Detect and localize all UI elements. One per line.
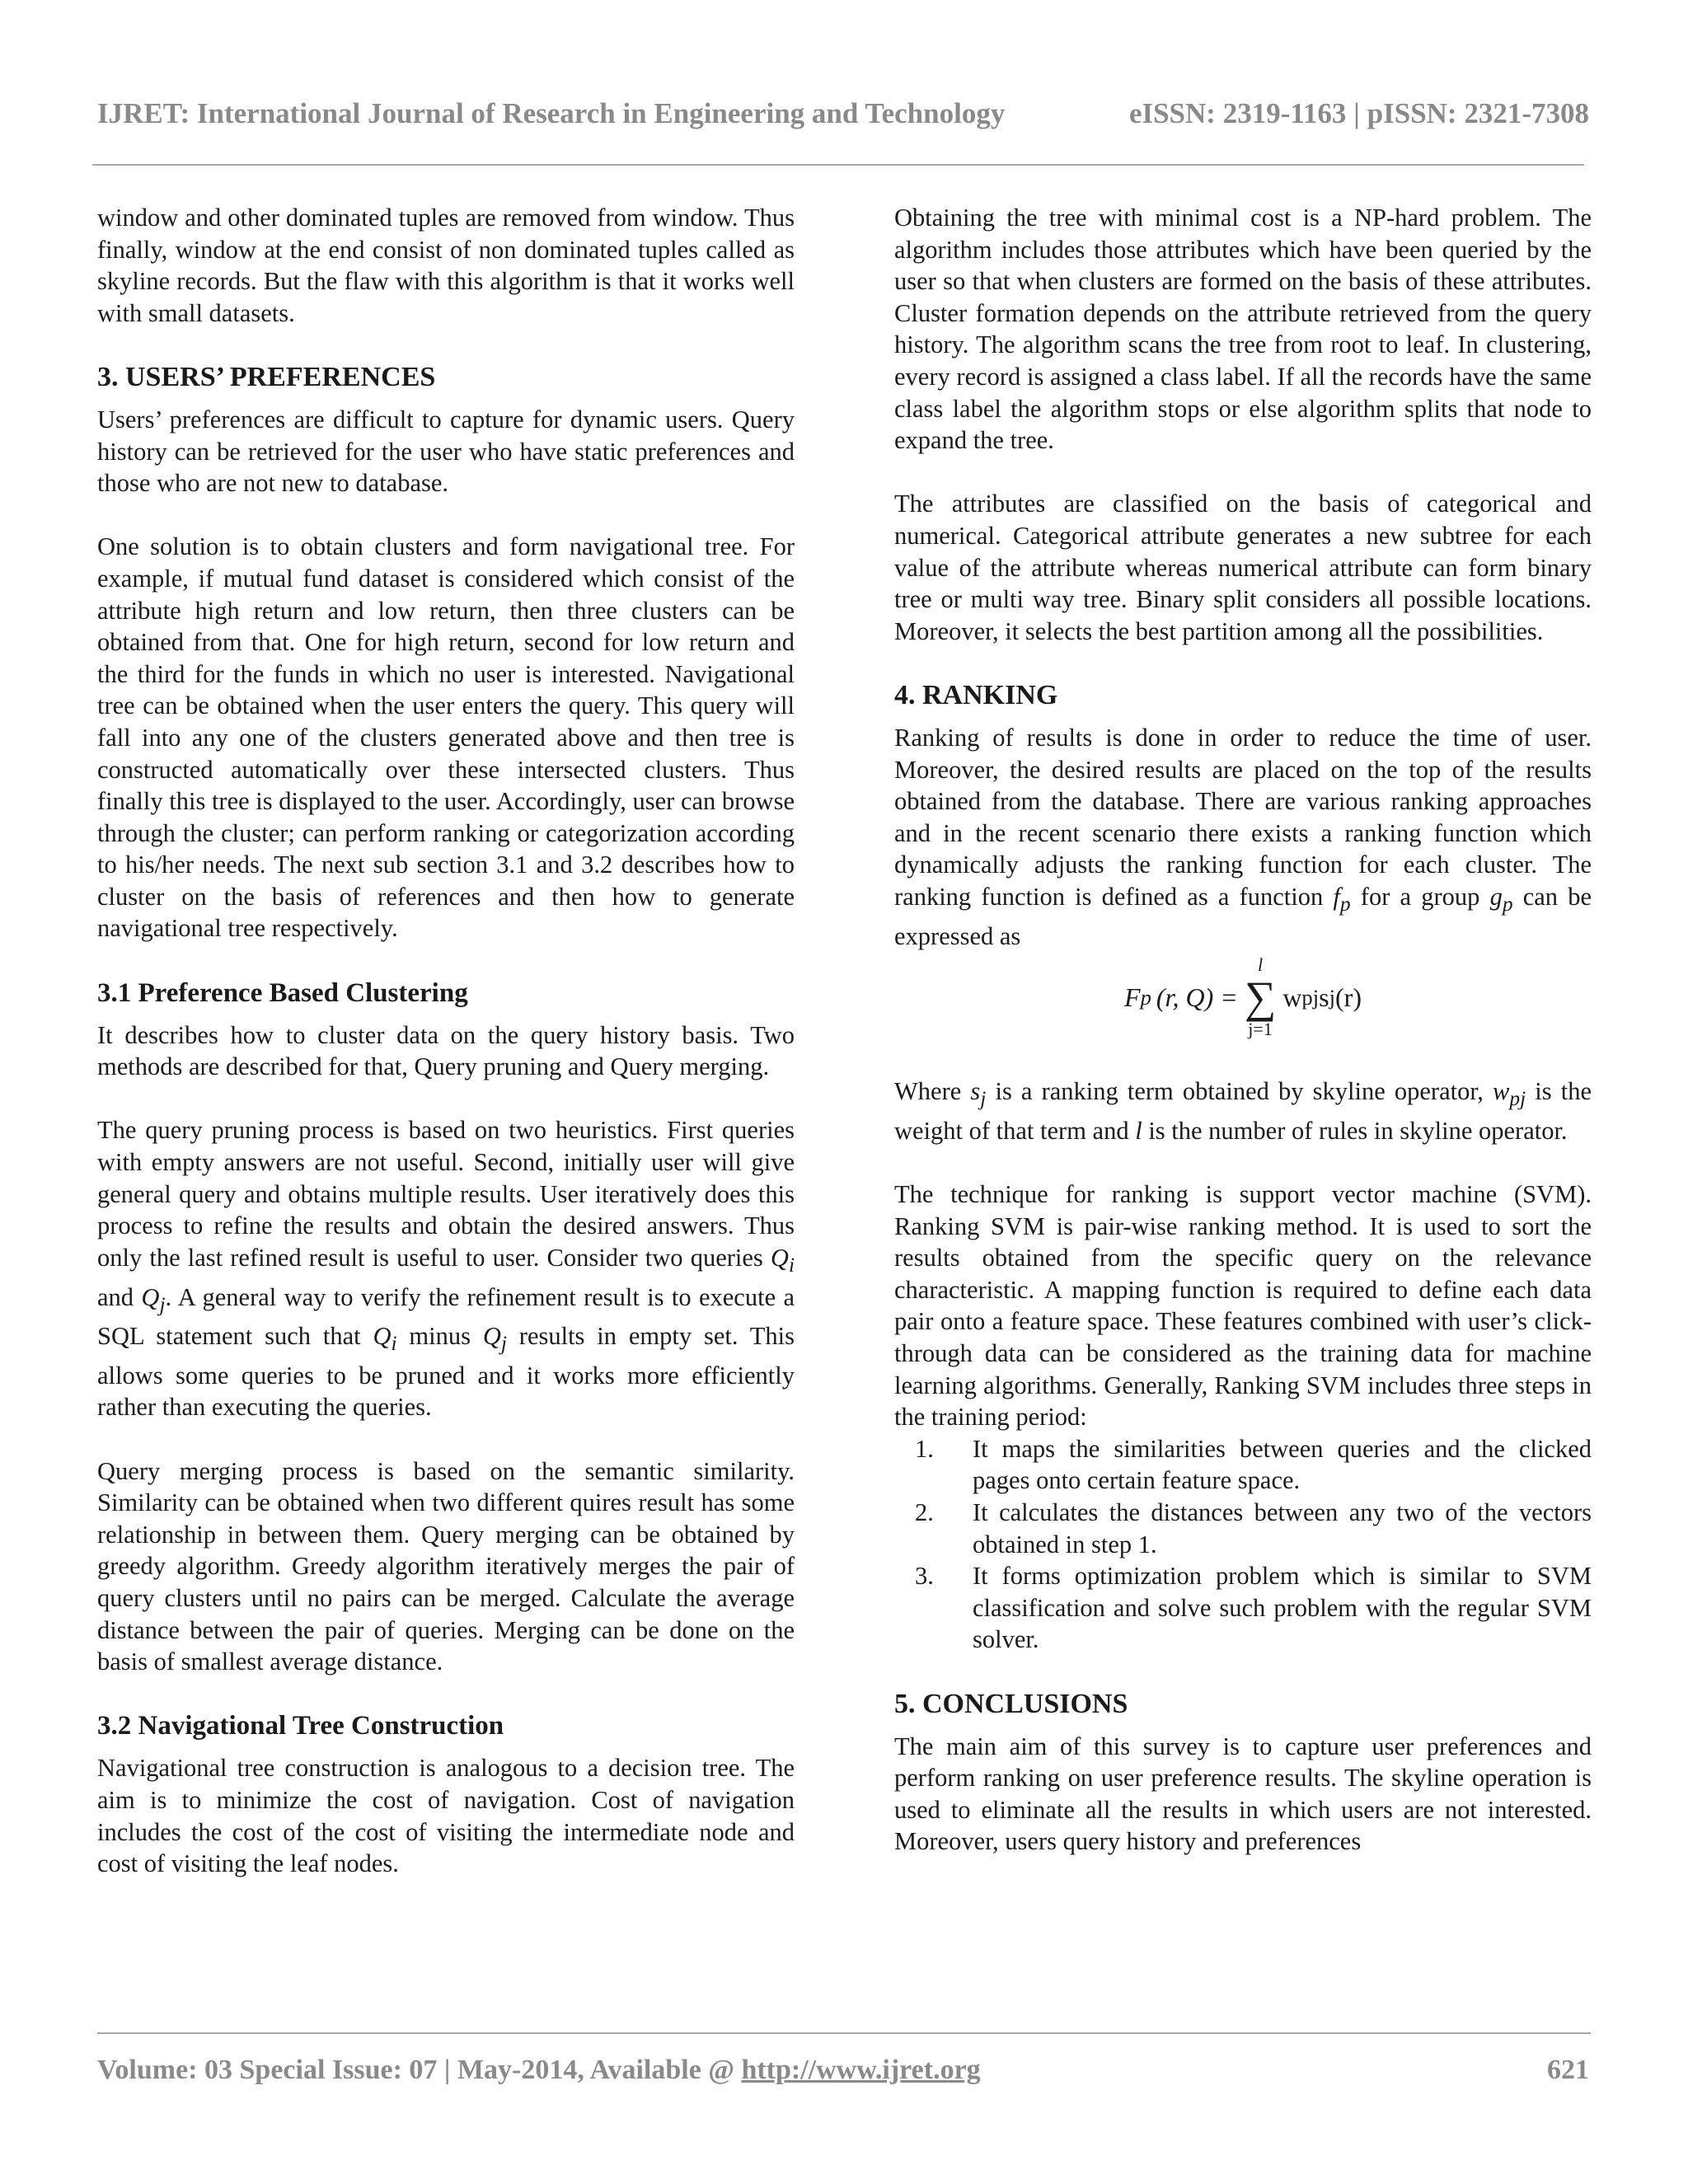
paragraph: Obtaining the tree with minimal cost is a NP-hard problem. The algorithm includes those attributes which have been queried by the user so that when clusters are formed on the basis of these attributes. Cluster formation depends on the attribute retrieved from the query history. The algorithm scans the tree from root to leaf. In clustering, every record is assigned a class label. If all the records have the same class label the algorithm stops or else algorithm splits that node to expand the tree. xyxy=(894,204,1592,455)
paragraph-where: Where $s_j$ is a ranking term obtained by skyline operator, $w_{pj}$ is the weight of that term and l is the number of rules in skyline operator. xyxy=(894,1077,1592,1145)
paragraph: One solution is to obtain clusters and form navigational tree. For example, if mutual fund dataset is considered which consist of the attribute high return and low return, then three clusters can be obtained from that. One for high return, second for low return and the third for the funds in which no user is interested. Navigational tree can be obtained when the user enters the query. This query will fall into any one of the clusters generated above and then tree is constructed automatically over these intersected clusters. Thus finally this tree is displayed to the user. Accordingly, user can browse through the cluster; can perform ranking or categorization according to his/her needs. The next sub section 3.1 and 3.2 describes how to cluster on the basis of references and then how to generate navigational tree respectively. xyxy=(97,532,795,943)
page-number: 621 xyxy=(1547,2055,1589,2085)
issn-label: eISSN: 2319-1163 | pISSN: 2321-7308 xyxy=(1128,97,1589,129)
paragraph: window and other dominated tuples are removed from window. Thus finally, window at the end consist of non dominated tuples called as skyline records. But the flaw with this algorithm is that it works well with small datasets. xyxy=(97,204,795,327)
paragraph: The attributes are classified on the basis of categorical and numerical. Categorical attribute generates a new subtree for each value of the attribute whereas numerical attribute can form binary tree or multi way tree. Binary split considers all possible locations. Moreover, it selects the best partition among all the possibilities. xyxy=(894,490,1592,645)
paragraph-ranking-function: Ranking of results is done in order to reduce the time of user. Moreover, the desired results are placed on the top of the results obtained from the database. There are various ranking approaches and in the recent scenario there exists a ranking function which dynamically adjusts the ranking function for each cluster. The ranking function is defined as a function $f_p$ for a group $g_p$ can be expressed as xyxy=(894,723,1592,950)
paragraph: Navigational tree construction is analogous to a decision tree. The aim is to minimize the cost of navigation. Cost of navigation includes the cost of the cost of visiting the intermediate node and cost of visiting the leaf nodes. xyxy=(97,1754,795,1878)
paragraph: The main aim of this survey is to capture user preferences and perform ranking on user preference results. The skyline operation is used to eliminate all the results in which users are not interested. Moreover, users query history and preferences xyxy=(894,1732,1592,1856)
journal-link[interactable]: http://www.ijret.org xyxy=(741,2055,981,2085)
left-column xyxy=(97,202,795,1880)
footer-volume: Volume: 03 Special Issue: 07 | May-2014, Available @ http://www.ijret.org xyxy=(97,2055,981,2085)
paragraph: The technique for ranking is support vector machine (SVM). Ranking SVM is pair-wise ranking method. It is used to sort the results obtained from the specific query on the relevance characteristic. A mapping function is required to define each data pair onto a feature space. These features combined with user’s click-through data can be considered as the training data for machine learning algorithms. Generally, Ranking SVM includes three steps in the training period: xyxy=(894,1180,1592,1432)
paragraph-query-pruning: The query pruning process is based on two heuristics. First queries with empty answers are not useful. Second, initially user will give general query and obtains multiple results. User iteratively does this process to refine the results and obtain the desired answers. Thus only the last refined result is useful to user. Consider two queries $Q_i$ and $Q_j$. A general way to verify the refinement result is to execute a SQL statement such that $Q_i$ minus $Q_j$ results in empty set. This allows some queries to be pruned and it works more efficiently rather than executing the queries. xyxy=(97,1116,795,1422)
ranking-formula: F p (r, Q) = l ∑ j=1 w pj s j (r) xyxy=(1124,954,1362,1040)
paragraph: Users’ preferences are difficult to capture for dynamic users. Query history can be retrieved for the user who have static preferences and those who are not new to database. xyxy=(97,405,795,498)
right-column xyxy=(894,202,1592,1858)
section-heading-users-preferences: 3. USERS’ PREFERENCES xyxy=(97,361,436,392)
list-item: 1. It maps the similarities between queries and the clicked pages onto certain feature space. xyxy=(915,1434,1592,1495)
header-rule xyxy=(92,164,1584,166)
section-heading-ranking: 4. RANKING xyxy=(894,679,1058,710)
paragraph: Query merging process is based on the semantic similarity. Similarity can be obtained when two different quires result has some relationship in between them. Query merging can be obtained by greedy algorithm. Greedy algorithm iteratively merges the pair of query clusters until no pairs can be merged. Calculate the average distance between the pair of queries. Merging can be done on the basis of smallest average distance. xyxy=(97,1456,795,1676)
subsection-heading-preference-clustering: 3.1 Preference Based Clustering xyxy=(97,977,468,1008)
page-header xyxy=(97,97,1589,130)
list-item: 2. It calculates the distances between any two of the vectors obtained in step 1. xyxy=(915,1497,1592,1558)
list-item: 3. It forms optimization problem which is similar to SVM classification and solve such problem with the regular SVM solver. xyxy=(915,1562,1592,1654)
footer-rule xyxy=(97,2032,1591,2034)
subsection-heading-navigational-tree: 3.2 Navigational Tree Construction xyxy=(97,1711,504,1741)
summation-sign: l ∑ j=1 xyxy=(1244,954,1277,1040)
page-footer xyxy=(97,2055,1589,2086)
paragraph: It describes how to cluster data on the query history basis. Two methods are described for that, Query pruning and Query merging. xyxy=(97,1020,795,1081)
journal-title: IJRET: International Journal of Research in Engineering and Technology xyxy=(97,97,1006,129)
section-heading-conclusions: 5. CONCLUSIONS xyxy=(894,1688,1128,1719)
svm-steps-list xyxy=(894,1433,1592,1656)
